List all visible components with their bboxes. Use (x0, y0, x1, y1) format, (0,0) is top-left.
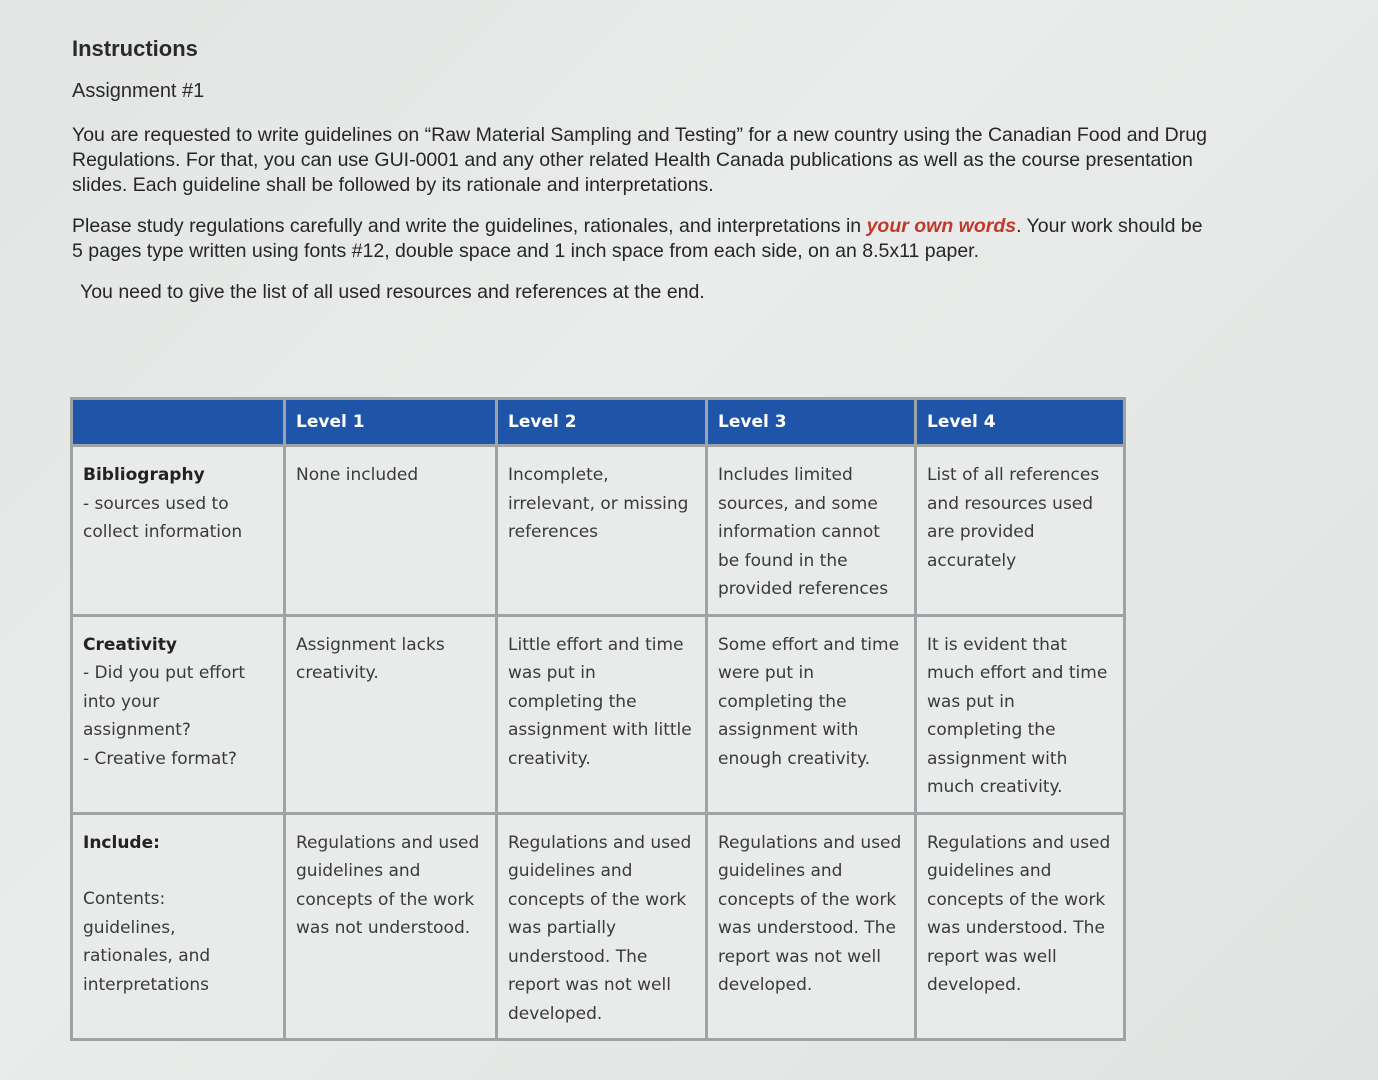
criterion-cell (73, 815, 283, 1039)
rubric-row-creativity (73, 617, 1123, 812)
criterion-title: Include: (83, 832, 160, 853)
criterion-cell (73, 447, 283, 614)
rubric-cell: Regulations and used guidelines and concepts of the work was partially understood. The report was not well developed. (498, 815, 705, 1039)
level-3-header: Level 3 (708, 400, 914, 444)
level-2-header: Level 2 (498, 400, 705, 444)
criterion-desc-line: - Did you put effort (83, 663, 246, 683)
assignment-title: Assignment #1 (72, 80, 205, 102)
rubric-row-include (73, 815, 1123, 1039)
instructions-paragraph-1: You are requested to write guidelines on “Raw Material Sampling and Testing” for a new country using the Canadian Food and Drug Regulations. For that, you can use GUI-0001 and any other related Health Canada publications as well as the course presentation slides. Each guideline shall be followed by its rationale and interpretations. (72, 124, 1207, 196)
criterion-desc-line: interpretations (83, 974, 209, 995)
rubric-cell: Assignment lacks creativity. (286, 617, 495, 812)
rubric-cell: None included (286, 447, 495, 614)
para2-before: Please study regulations carefully and write the guidelines, rationales, and interpretations in (72, 215, 867, 237)
criterion-desc-line: guidelines, (83, 917, 176, 938)
instructions-paragraph-3: You need to give the list of all used resources and references at the end. (80, 281, 705, 303)
rubric-corner-cell (73, 400, 283, 444)
rubric-cell: List of all references and resources used are provided accurately (917, 447, 1123, 614)
criterion-desc-line: into your (83, 691, 160, 712)
para2-after: . Your work should be 5 pages type written using fonts #12, double space and 1 inch space from each side, on an 8.5x11 paper. (72, 215, 1203, 262)
rubric-table (70, 397, 1126, 1041)
criterion-desc-line: - sources used to (83, 493, 229, 514)
criterion-title: Creativity (83, 634, 177, 655)
criterion-spacer (83, 857, 273, 885)
instructions-paragraph-2 (72, 214, 1212, 264)
level-1-header: Level 1 (286, 400, 495, 444)
instructions-panel (72, 36, 1222, 321)
rubric-cell: Regulations and used guidelines and concepts of the work was not understood. (286, 815, 495, 1039)
rubric-cell: Regulations and used guidelines and concepts of the work was understood. The report was not well developed. (708, 815, 914, 1039)
rubric-cell: It is evident that much effort and time was put in completing the assignment with much creativity. (917, 617, 1123, 812)
rubric-row-bibliography (73, 447, 1123, 614)
level-4-header: Level 4 (917, 400, 1123, 444)
criterion-cell (73, 617, 283, 812)
rubric-header-row (73, 400, 1123, 444)
criterion-desc-line: Contents: (83, 889, 166, 909)
own-words-emphasis: your own words (866, 215, 1017, 237)
page-title: Instructions (72, 36, 198, 61)
criterion-title: Bibliography (83, 465, 205, 485)
rubric-cell: Some effort and time were put in completing the assignment with enough creativity. (708, 617, 914, 812)
criterion-desc-line: - Creative format? (83, 748, 237, 769)
rubric-cell: Regulations and used guidelines and concepts of the work was understood. The report was well developed. (917, 815, 1123, 1039)
rubric-cell: Includes limited sources, and some information cannot be found in the provided references (708, 447, 914, 614)
rubric-cell: Incomplete, irrelevant, or missing references (498, 447, 705, 614)
criterion-desc-line: rationales, and (83, 946, 211, 966)
criterion-desc-line: assignment? (83, 720, 191, 740)
criterion-desc-line: collect information (83, 522, 243, 542)
rubric-cell: Little effort and time was put in completing the assignment with little creativity. (498, 617, 705, 812)
